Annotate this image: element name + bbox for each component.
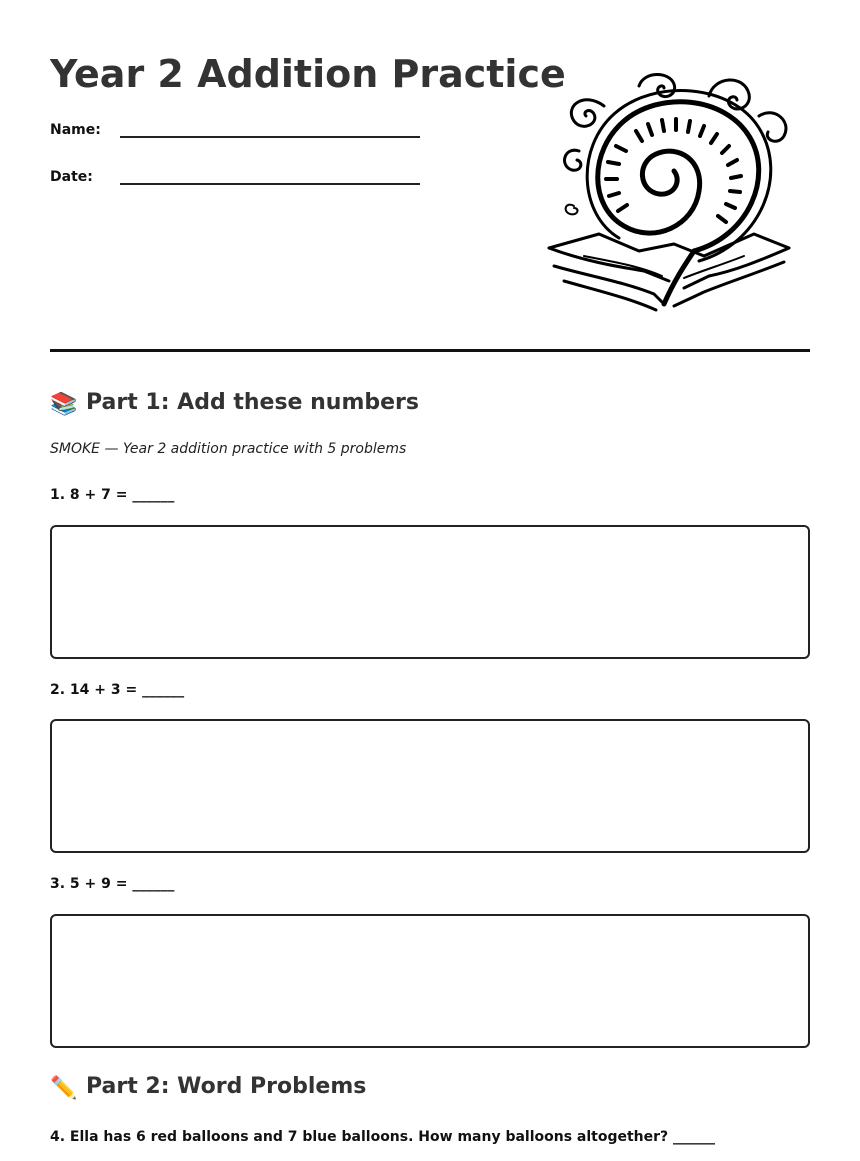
part2-heading (50, 1072, 366, 1104)
answer-box-2[interactable] (50, 719, 810, 853)
pencil-icon: ✏️ (50, 1076, 78, 1101)
part1-intro: SMOKE — Year 2 addition practice with 5 problems (50, 441, 407, 457)
question-4: 4. Ella has 6 red balloons and 7 blue balloons. How many balloons altogether? ______ (50, 1129, 716, 1145)
date-label: Date: (50, 169, 93, 185)
worksheet-header (50, 0, 810, 352)
header-divider (50, 349, 810, 352)
question-2: 2. 14 + 3 = ______ (50, 682, 185, 698)
page-title: Year 2 Addition Practice (50, 52, 566, 96)
worksheet-page (50, 0, 810, 1145)
name-field[interactable] (120, 136, 420, 138)
answer-box-1[interactable] (50, 525, 810, 659)
part2-title: Part 2: Word Problems (86, 1074, 367, 1099)
part1-heading (50, 388, 419, 420)
part1-title: Part 1: Add these numbers (86, 390, 419, 415)
name-field-row (50, 122, 430, 152)
name-label: Name: (50, 122, 101, 138)
question-1: 1. 8 + 7 = ______ (50, 487, 175, 503)
answer-box-3[interactable] (50, 914, 810, 1048)
books-icon: 📚 (50, 392, 78, 417)
question-3: 3. 5 + 9 = ______ (50, 876, 175, 892)
swirl-dragon-book-icon (544, 66, 794, 316)
date-field-row (50, 169, 430, 199)
date-field[interactable] (120, 183, 420, 185)
